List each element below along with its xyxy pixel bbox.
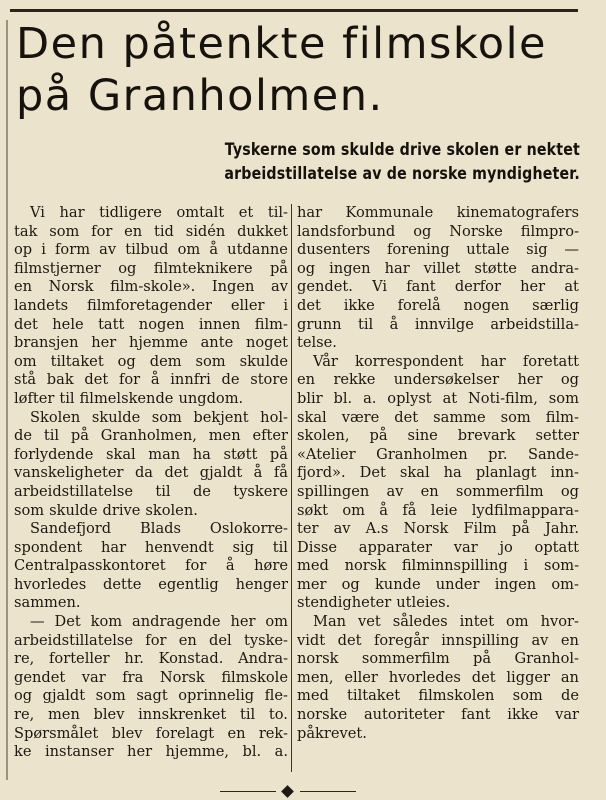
headline-line-2: på Granholmen.	[16, 71, 384, 121]
article-headline	[16, 18, 576, 122]
text-line: har Kommunale kinematografers	[297, 204, 579, 221]
text-line: mer og kunde under ingen om-	[297, 575, 579, 593]
text-line: bransjen her hjemme ante noget	[14, 334, 288, 352]
text-line: påkrevet.	[297, 724, 367, 742]
top-rule	[10, 9, 578, 12]
subheadline-line-2: arbeidstillatelse av de norske myndigheter.	[224, 164, 580, 183]
left-margin-rule	[6, 20, 8, 780]
diamond-ornament-icon	[281, 785, 294, 798]
ornament-rule-left	[220, 791, 276, 792]
text-line: og gjaldt som sagt oprinnelig fle-	[14, 687, 288, 705]
text-line: Vi har tidligere omtalt et til-	[30, 204, 288, 221]
text-line: de til på Granholmen, men efter	[14, 427, 288, 445]
text-line: blir bl. a. oplyst at Noti-film, som	[297, 389, 579, 407]
text-line: spondent har henvendt sig til	[14, 538, 288, 556]
text-line: forlydende skal man ha støtt på	[14, 445, 288, 463]
text-line: skal være det samme som film-	[297, 408, 579, 426]
text-line: men, eller hvorledes det ligger an	[297, 668, 579, 686]
text-line: «Atelier Granholmen pr. Sande-	[297, 445, 579, 463]
article-left-column	[14, 204, 288, 762]
text-line: fjord». Det skal ha planlagt inn-	[297, 464, 579, 482]
subheadline-line-1: Tyskerne som skulde drive skolen er nektet	[224, 140, 580, 159]
text-line: sammen.	[14, 594, 81, 612]
text-line: ke instanser her hjemme, bl. a.	[14, 743, 288, 761]
text-line: ter av A.s Norsk Film på Jahr.	[297, 520, 579, 538]
headline-line-1: Den påtenkte filmskole	[16, 19, 547, 69]
text-line: tak som for en tid sidén dukket	[14, 222, 288, 240]
text-line: Sandefjord Blads Oslokorre-	[30, 520, 288, 538]
text-line: arbeidstillatelse for en del tyske-	[14, 631, 288, 649]
text-line: Disse apparater var jo optatt	[297, 538, 579, 556]
text-line: med norsk filminnspilling i som-	[297, 557, 579, 575]
text-line: som skulde drive skolen.	[14, 501, 198, 519]
text-line: og ingen har villet støtte andra-	[297, 259, 579, 277]
text-line: Skolen skulde som bekjent hol-	[30, 408, 288, 426]
text-line: re, forteller hr. Konstad. Andra-	[14, 650, 288, 668]
text-line: norske autoriteter fant ikke var	[297, 706, 579, 724]
text-line: telse.	[297, 334, 337, 352]
text-line: landsforbund og Norske filmpro-	[297, 222, 579, 240]
text-line: stendigheter utleies.	[297, 594, 451, 612]
text-line: det ikke forelå nogen særlig	[297, 296, 579, 314]
text-line: re, men blev innskrenket til to.	[14, 706, 288, 724]
text-line: vidt det foregår innspilling av en	[297, 631, 579, 649]
text-line: Vår korrespondent har foretatt	[313, 352, 579, 370]
text-line: hvorledes dette egentlig henger	[14, 575, 288, 593]
text-line: skolen, på sine brevark setter	[297, 427, 579, 445]
article-right-column	[297, 204, 579, 743]
text-line: op i form av tilbud om å utdanne	[14, 241, 288, 259]
text-line: norsk sommerfilm på Granhol-	[297, 650, 579, 668]
text-line: en Norsk film-skole». Ingen av	[14, 278, 288, 296]
text-line: løfter til filmelskende ungdom.	[14, 389, 244, 407]
column-divider	[291, 204, 292, 772]
text-line: Man vet således intet om hvor-	[313, 613, 579, 631]
text-line: gendet. Vi fant derfor her at	[297, 278, 579, 296]
text-line: Centralpasskontoret for å høre	[14, 557, 288, 575]
article-subheadline	[184, 138, 580, 186]
text-line: filmstjerner og filmteknikere på	[14, 259, 288, 277]
text-line: grunn til å innvilge arbeidstilla-	[297, 315, 579, 333]
text-line: dusenters forening uttale sig —	[297, 241, 579, 259]
text-line: en rekke undersøkelser her og	[297, 371, 579, 389]
text-line: landets filmforetagender eller i	[14, 296, 288, 314]
ornament-rule-right	[300, 791, 356, 792]
bottom-ornament	[0, 786, 606, 798]
text-line: spillingen av en sommerfilm og	[297, 482, 579, 500]
text-line: Spørsmålet blev forelagt en rek-	[14, 724, 288, 742]
text-line: gendet var fra Norsk filmskole	[14, 668, 288, 686]
text-line: vanskeligheter da det gjaldt å få	[14, 464, 288, 482]
text-line: — Det kom andragende her om	[30, 613, 288, 631]
text-line: stå bak det for å innfri de store	[14, 371, 288, 389]
text-line: det hele tatt nogen innen film-	[14, 315, 288, 333]
text-line: søkt om å få leie lydfilmappara-	[297, 501, 579, 519]
text-line: om tiltaket og dem som skulde	[14, 352, 288, 370]
text-line: med tiltaket filmskolen som de	[297, 687, 579, 705]
text-line: arbeidstillatelse til de tyskere	[14, 482, 288, 500]
